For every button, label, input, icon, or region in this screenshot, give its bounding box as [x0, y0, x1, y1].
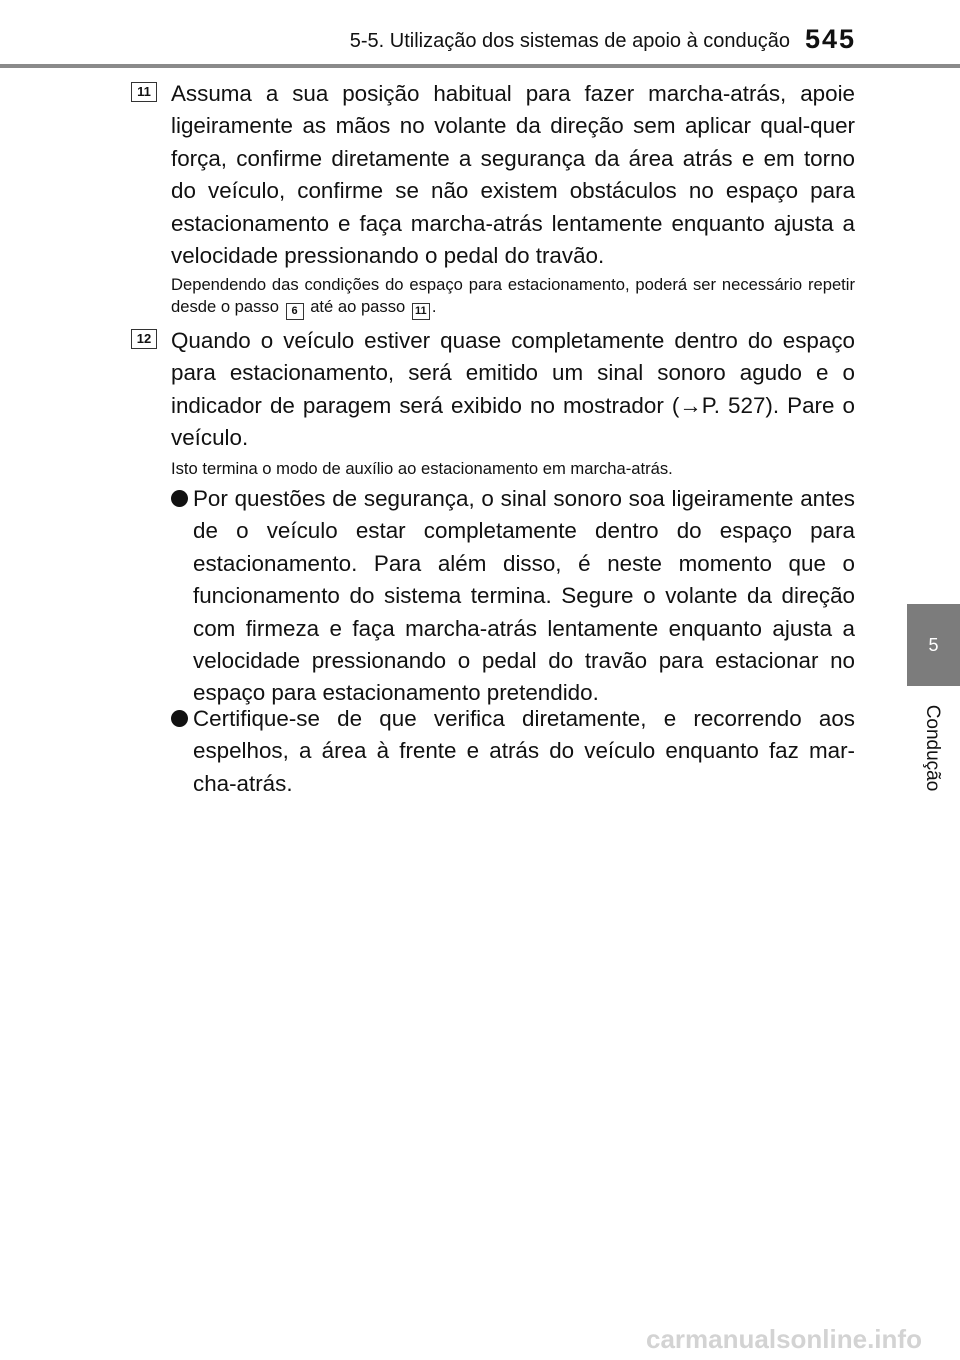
bullet-item-1: Por questões de segurança, o sinal sonoro soa ligeiramente antes de o veículo estar completamente dentro do espaço para estacionamento. Para além disso, é neste momento que o funcionamento do sistema termina. Segure o volante da direção com firmeza e faça marcha-atrás lentamente enquanto ajusta a velocidade pressionando o pedal do travão para estacionar no espaço para estacionamento pretendido.: [193, 486, 855, 706]
header-divider: [0, 64, 960, 68]
watermark-logo: carmanualsonline.info: [646, 1324, 922, 1354]
step-12-note: Isto termina o modo de auxílio ao estacionamento em marcha-atrás.: [171, 459, 673, 478]
note-text-a: Dependendo das condições do espaço para estacionamento, poderá ser necessário repetir desde o passo: [171, 275, 855, 316]
step-12-text: Quando o veículo estiver quase completamente dentro do espaço para estacionamento, será emitido um sinal sonoro agudo e o indicador de paragem será exibido no mostrador (→P. 527). Pare o veículo.: [171, 328, 855, 451]
note-text-b: até ao passo: [310, 296, 406, 316]
running-header: 5-5. Utilização dos sistemas de apoio à condução: [349, 30, 790, 52]
bullet-item-2: Certifique-se de que verifica diretamente, e recorrendo aos espelhos, a área à frente e atrás do veículo enquanto faz mar-cha-atrás.: [193, 706, 855, 796]
bullet-icon: [171, 710, 188, 727]
bullet-icon: [171, 490, 188, 507]
step-11-note: [171, 274, 855, 320]
step-ref-11: 11: [412, 303, 430, 320]
note-text-end: .: [431, 296, 437, 316]
step-ref-6: 6: [286, 303, 304, 320]
step-badge-12: 12: [131, 329, 157, 349]
chapter-label: [909, 696, 955, 800]
page-number: 545: [805, 24, 857, 54]
step-11-text: Assuma a sua posição habitual para fazer marcha-atrás, apoie ligeiramente as mãos no volante da direção sem aplicar qual-quer força, confirme diretamente a segurança da área atrás e em torno do veículo, confirme se não existem obstáculos no espaço para estacionamento e faça marcha-atrás lentamente enquanto ajusta a velocidade pressionando o pedal do travão.: [171, 81, 855, 269]
chapter-tab: 5: [907, 604, 960, 686]
step-badge-11: 11: [131, 82, 157, 102]
chapter-label-text: Condução: [922, 704, 943, 792]
